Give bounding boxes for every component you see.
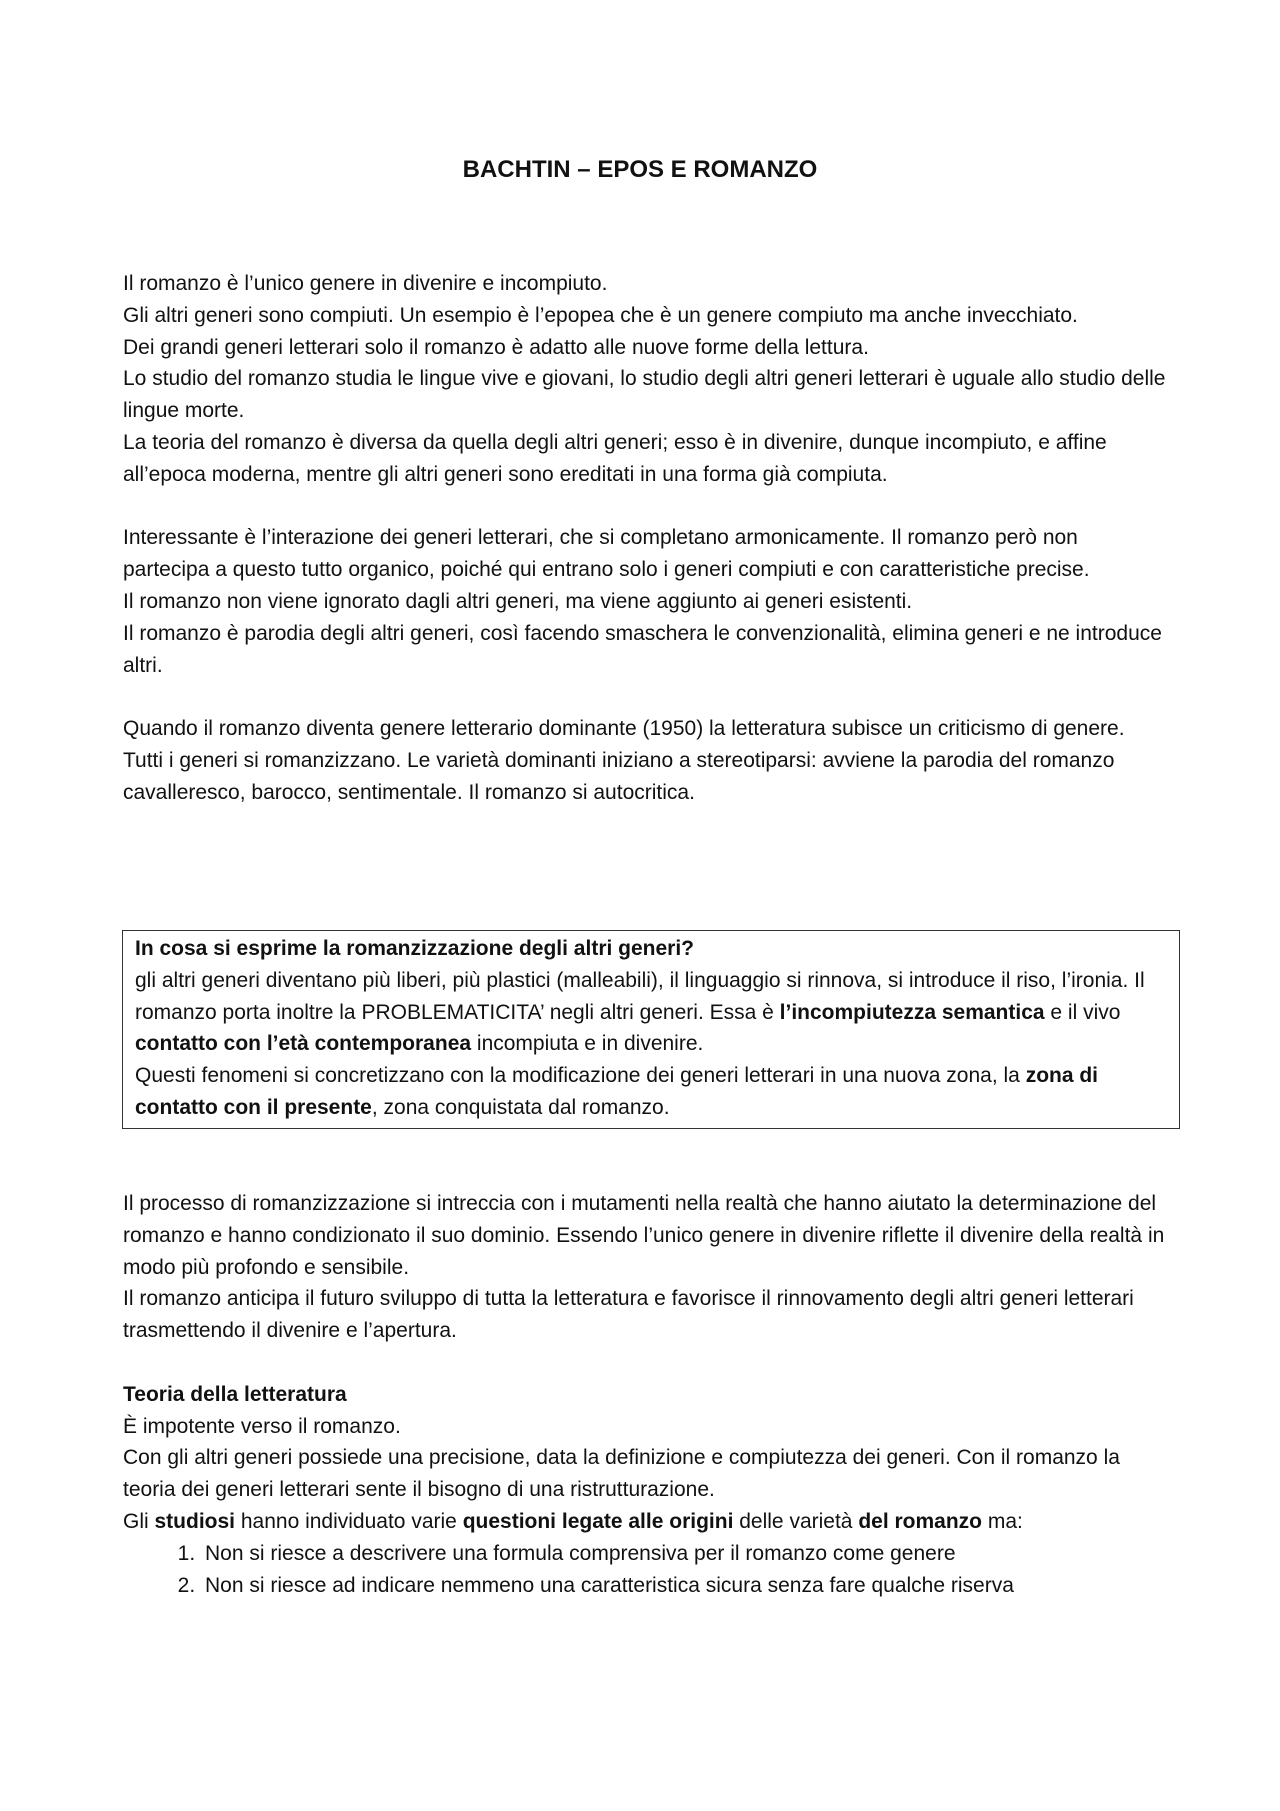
highlight-box — [122, 930, 1180, 1129]
numbered-list — [123, 1538, 1168, 1602]
box-paragraph: Questi fenomeni si concretizzano con la modificazione dei generi letterari in una nuova zona, la zona di contatto con il presente, zona conquistata dal romanzo. — [135, 1064, 1099, 1119]
section-romanzizzazione — [123, 1188, 1168, 1601]
paragraph: Quando il romanzo diventa genere letterario dominante (1950) la letteratura subisce un criticismo di genere. — [123, 717, 1125, 741]
box-paragraph: gli altri generi diventano più liberi, più plastici (malleabili), il linguaggio si rinnova, si introduce il riso, l’ironia. Il romanzo porta inoltre la PROBLEMATICITA’ negli altri generi. Essa è l’incompiutezza semantica e il vivo contatto con l’età contemporanea incompiuta e in divenire. — [135, 968, 1145, 1056]
paragraph: È impotente verso il romanzo. — [123, 1414, 401, 1438]
paragraph: Tutti i generi si romanzizzano. Le varietà dominanti iniziano a stereotiparsi: avviene la parodia del romanzo cavalleresco, barocco, sentimentale. Il romanzo si autocritica. — [123, 748, 1115, 804]
paragraph: Il romanzo è parodia degli altri generi, così facendo smaschera le convenzionalità, elimina generi e ne introduce altri. — [123, 621, 1162, 677]
theory-heading: Teoria della letteratura — [123, 1382, 347, 1406]
paragraph: Il romanzo anticipa il futuro sviluppo di tutta la letteratura e favorisce il rinnovamento degli altri generi letterari trasmettendo il divenire e l’apertura. — [123, 1287, 1134, 1343]
paragraph: Gli studiosi hanno individuato varie questioni legate alle origini delle varietà del romanzo ma: — [123, 1509, 1023, 1533]
paragraph: Dei grandi generi letterari solo il romanzo è adatto alle nuove forme della lettura. — [123, 335, 869, 359]
paragraph: La teoria del romanzo è diversa da quella degli altri generi; esso è in divenire, dunque incompiuto, e affine all’epoca moderna, mentre gli altri generi sono ereditati in una forma già compiuta. — [123, 430, 1107, 486]
section-intro — [123, 268, 1168, 809]
paragraph: Con gli altri generi possiede una precisione, data la definizione e compiutezza dei generi. Con il romanzo la teoria dei generi letterari sente il bisogno di una ristrutturazione. — [123, 1446, 1120, 1502]
paragraph: Interessante è l’interazione dei generi letterari, che si completano armonicamente. Il romanzo però non partecipa a questo tutto organico, poiché qui entrano solo i generi compiuti e con caratteristiche precise. — [123, 526, 1090, 582]
box-question: In cosa si esprime la romanzizzazione degli altri generi? — [135, 937, 695, 960]
paragraph: Il romanzo è l’unico genere in divenire e incompiuto. — [123, 272, 608, 295]
paragraph: Il romanzo non viene ignorato dagli altri generi, ma viene aggiunto ai generi esistenti. — [123, 589, 913, 613]
list-item: 2. Non si riesce ad indicare nemmeno una caratteristica sicura senza fare qualche riserva — [201, 1570, 1168, 1602]
document-title: BACHTIN – EPOS E ROMANZO — [462, 156, 818, 183]
list-item: 1. Non si riesce a descrivere una formula comprensiva per il romanzo come genere — [201, 1538, 1168, 1570]
paragraph: Gli altri generi sono compiuti. Un esempio è l’epopea che è un genere compiuto ma anche invecchiato. — [123, 303, 1078, 327]
paragraph: Lo studio del romanzo studia le lingue vive e giovani, lo studio degli altri generi letterari è uguale allo studio delle lingue morte. — [123, 367, 1166, 423]
paragraph: Il processo di romanzizzazione si intreccia con i mutamenti nella realtà che hanno aiutato la determinazione del romanzo e hanno condizionato il suo dominio. Essendo l’unico genere in divenire riflette il divenire della realtà in modo più profondo e sensibile. — [123, 1192, 1165, 1279]
